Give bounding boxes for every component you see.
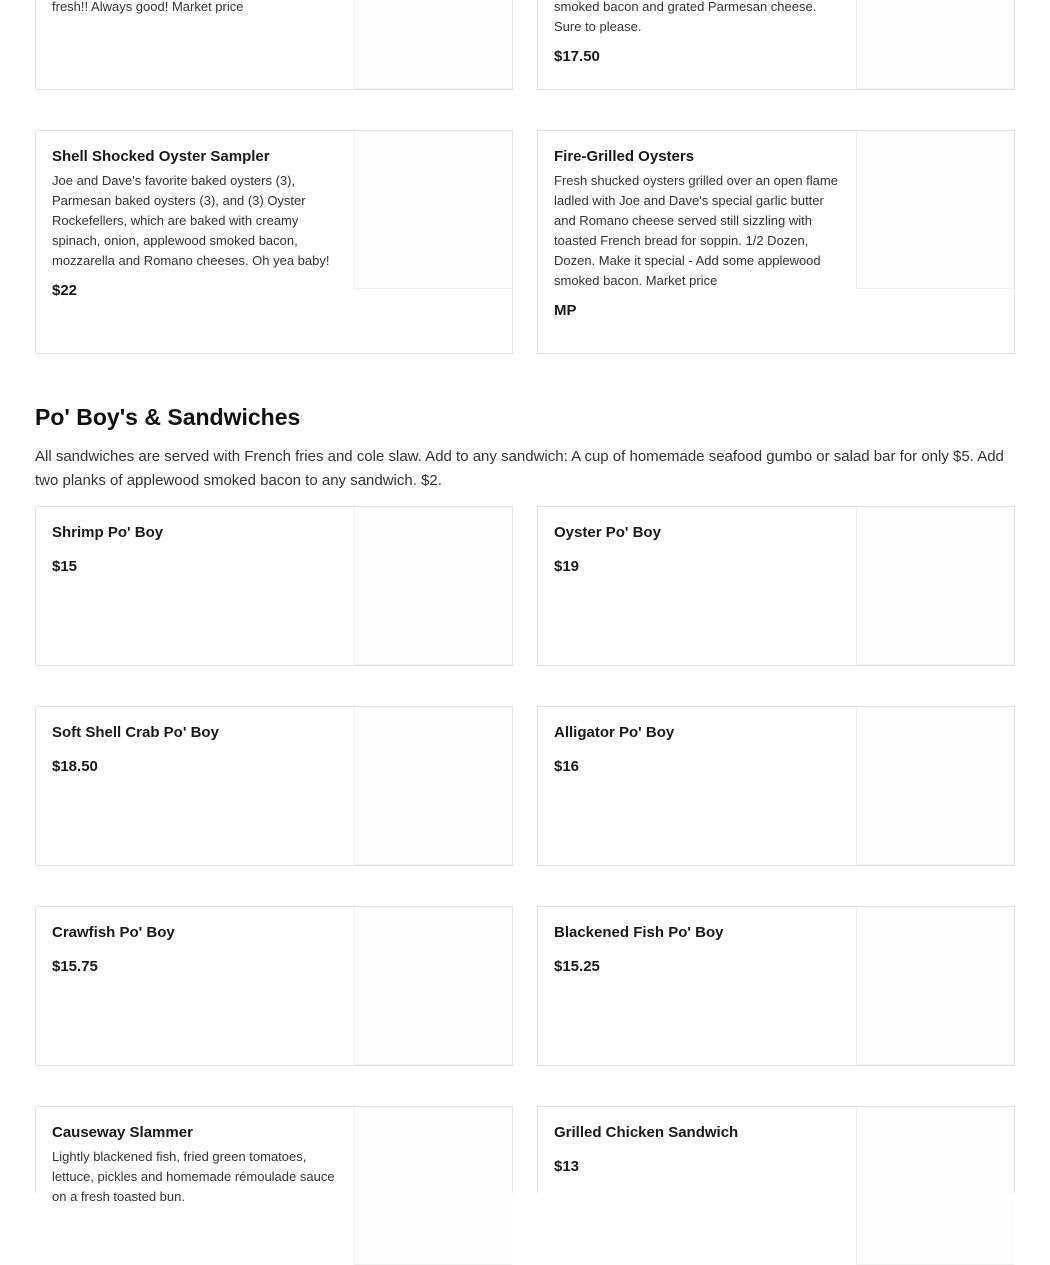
menu-item-card[interactable] [35, 506, 513, 666]
item-price: $15.75 [52, 958, 98, 975]
item-name: Shell Shocked Oyster Sampler [52, 148, 270, 165]
menu-item-card[interactable] [537, 506, 1015, 666]
item-image [856, 131, 1014, 289]
item-name: Shrimp Po' Boy [52, 524, 164, 541]
menu-item-card[interactable] [537, 130, 1015, 354]
item-image [856, 0, 1014, 89]
item-image [354, 0, 512, 89]
menu-item-card[interactable] [537, 1106, 1015, 1193]
item-image [354, 907, 512, 1065]
section-title: Po' Boy's & Sandwiches [35, 404, 301, 430]
item-description: Lightly blackened fish, fried green tomatoes, lettuce, pickles and homemade rémoulade sauce on a fresh toasted bun. [52, 1149, 335, 1204]
item-name: Crawfish Po' Boy [52, 924, 175, 941]
section-description: All sandwiches are served with French fries and cole slaw. Add to any sandwich: A cup of homemade seafood gumbo or salad bar for only $5. Add two planks of applewood smoked bacon to any sandwich. $2. [35, 448, 1004, 489]
item-price: $15.25 [554, 958, 600, 975]
item-name: Grilled Chicken Sandwich [554, 1124, 739, 1141]
item-name: Soft Shell Crab Po' Boy [52, 724, 219, 741]
menu-item-card[interactable] [35, 1106, 513, 1204]
menu-item-card[interactable] [537, 0, 1015, 90]
item-description: Joe and Dave's favorite baked oysters (3), Parmesan baked oysters (3), and (3) Oyster Rockefellers, which are baked with creamy spinach, onion, applewood smoked bacon, mozzarella and Romano cheeses. Oh yea baby! [52, 173, 330, 268]
item-description: fresh!! Always good! Market price [52, 0, 244, 14]
item-price: MP [554, 302, 577, 319]
item-description: Fresh shucked oysters grilled over an open flame ladled with Joe and Dave's special garlic butter and Romano cheese served still sizzling with toasted French bread for soppin. 1/2 Dozen, Dozen. Make it special - Add some applewood smoked bacon. Market price [554, 173, 838, 288]
item-image [856, 907, 1014, 1065]
item-price: $16 [554, 758, 580, 775]
menu-item-card[interactable] [537, 906, 1015, 1066]
item-price: $17.50 [554, 48, 600, 65]
item-image [354, 507, 512, 665]
item-name: Causeway Slammer [52, 1124, 193, 1141]
menu-item-card[interactable] [35, 130, 513, 354]
item-name: Blackened Fish Po' Boy [554, 924, 724, 941]
menu-item-card[interactable] [537, 706, 1015, 866]
item-name: Fire-Grilled Oysters [554, 148, 695, 165]
item-price: $15 [52, 558, 78, 575]
item-image [354, 1107, 512, 1265]
item-description: smoked bacon and grated Parmesan cheese. Sure to please. [554, 0, 817, 34]
item-image [856, 707, 1014, 865]
menu-item-card[interactable] [35, 0, 513, 90]
item-name: Oyster Po' Boy [554, 524, 661, 541]
item-image [354, 131, 512, 289]
item-image [354, 707, 512, 865]
menu-item-card[interactable] [35, 906, 513, 1066]
item-price: $13 [554, 1158, 580, 1175]
item-image [856, 1107, 1014, 1265]
item-image [856, 507, 1014, 665]
menu-item-card[interactable] [35, 706, 513, 866]
item-price: $22 [52, 282, 78, 299]
item-price: $18.50 [52, 758, 98, 775]
item-price: $19 [554, 558, 580, 575]
item-name: Alligator Po' Boy [554, 724, 675, 741]
section-header [35, 401, 1015, 493]
